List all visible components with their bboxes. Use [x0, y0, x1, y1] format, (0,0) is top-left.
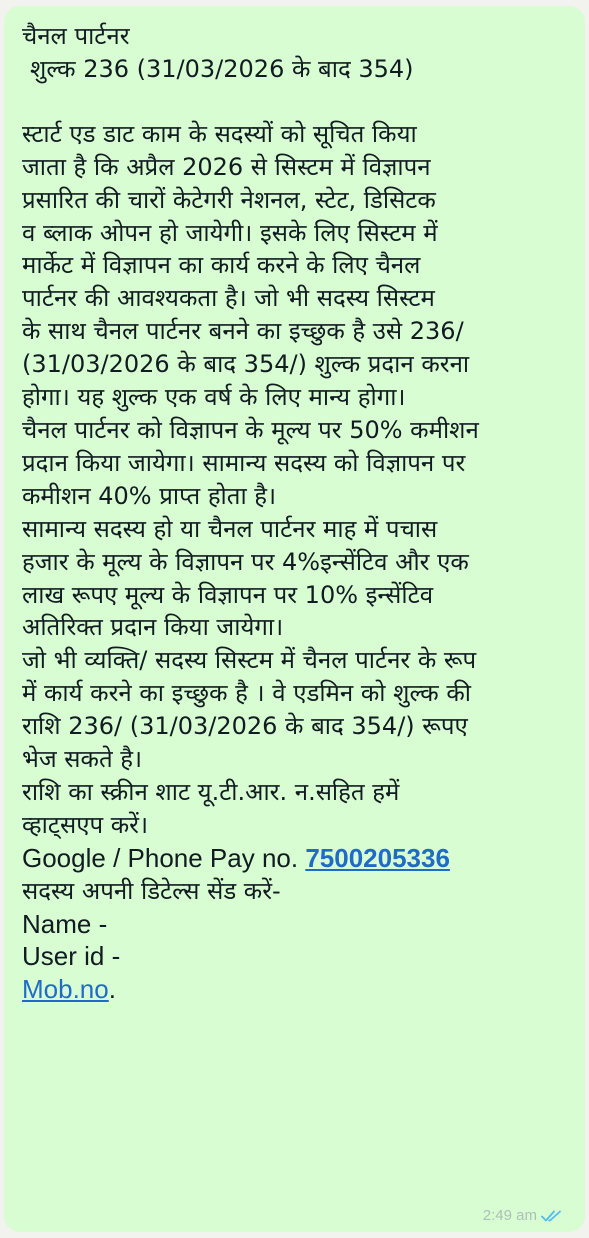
message-line: कमीशन 40% प्राप्त होता है। [22, 481, 277, 510]
fee-line: शुल्क 236 (31/03/2026 के बाद 354) [30, 54, 414, 83]
message-line: सामान्य सदस्य हो या चैनल पार्टनर माह में पचास [22, 514, 438, 543]
message-line: चैनल पार्टनर को विज्ञापन के मूल्य पर 50% कमीशन [22, 415, 479, 444]
message-line: जो भी व्यक्ति/ सदस्य सिस्टम में चैनल पार्टनर के रूप [22, 646, 477, 675]
payment-label: Google / Phone Pay no. [22, 842, 306, 873]
mob-suffix: . [108, 974, 116, 1005]
message-line: मार्केट में विज्ञापन का कार्य करने के लिए चैनल [22, 251, 421, 280]
message-meta [483, 1207, 563, 1224]
name-label: Name - [22, 908, 108, 939]
message-line: स्टार्ट एड डाट काम के सदस्यों को सूचित किया [22, 119, 417, 148]
message-line: राशि 236/ (31/03/2026 के बाद 354/) रूपए [22, 712, 468, 741]
message-line: राशि का स्क्रीन शाट यू.टी.आर. न.सहित हमें [22, 777, 400, 806]
message-bubble[interactable] [4, 6, 585, 1232]
message-line: व्हाट्सएप करें। [22, 810, 149, 839]
message-line: अतिरिक्त प्रदान किया जायेगा। [22, 613, 284, 642]
message-line: में कार्य करने का इच्छुक है । वे एडमिन को शुल्क की [22, 679, 471, 708]
phone-number-link[interactable]: 7500205336 [305, 842, 450, 873]
mob-line [22, 973, 577, 1006]
message-line: (31/03/2026 के बाद 354/) शुल्क प्रदान करना [22, 350, 470, 379]
message-line: प्रदान किया जायेगा। सामान्य सदस्य को विज्ञापन पर [22, 448, 466, 477]
message-line: होगा। यह शुल्क एक वर्ष के लिए मान्य होगा। [22, 383, 406, 412]
message-line: प्रसारित की चारों केटेगरी नेशनल, स्टेट, डिसिटक [22, 185, 436, 214]
message-title: चैनल पार्टनर [22, 22, 130, 50]
blank-line [22, 86, 577, 118]
mob-link[interactable]: Mob.no [22, 974, 109, 1005]
message-line: भेज सकते है। [22, 745, 143, 774]
message-line: व ब्लाक ओपन हो जायेगी। इसके लिए सिस्टम में [22, 218, 438, 247]
message-time: 2:49 am [482, 1207, 537, 1224]
message-line: पार्टनर की आवश्यकता है। जो भी सदस्य सिस्टम [22, 284, 435, 313]
message-line: जाता है कि अप्रैल 2026 से सिस्टम में विज्ञापन [22, 152, 431, 181]
payment-line [22, 842, 577, 875]
double-check-icon [541, 1209, 563, 1223]
message-line: हजार के मूल्य के विज्ञापन पर 4%इन्सेंटिव और एक [22, 547, 469, 576]
message-line: के साथ चैनल पार्टनर बनने का इच्छुक है उसे 236/ [22, 317, 464, 346]
message-line: लाख रूपए मूल्य के विज्ञापन पर 10% इन्सेंटिव [22, 580, 434, 609]
details-prompt: सदस्य अपनी डिटेल्स सेंड करें- [22, 876, 281, 905]
userid-label: User id - [22, 941, 121, 972]
